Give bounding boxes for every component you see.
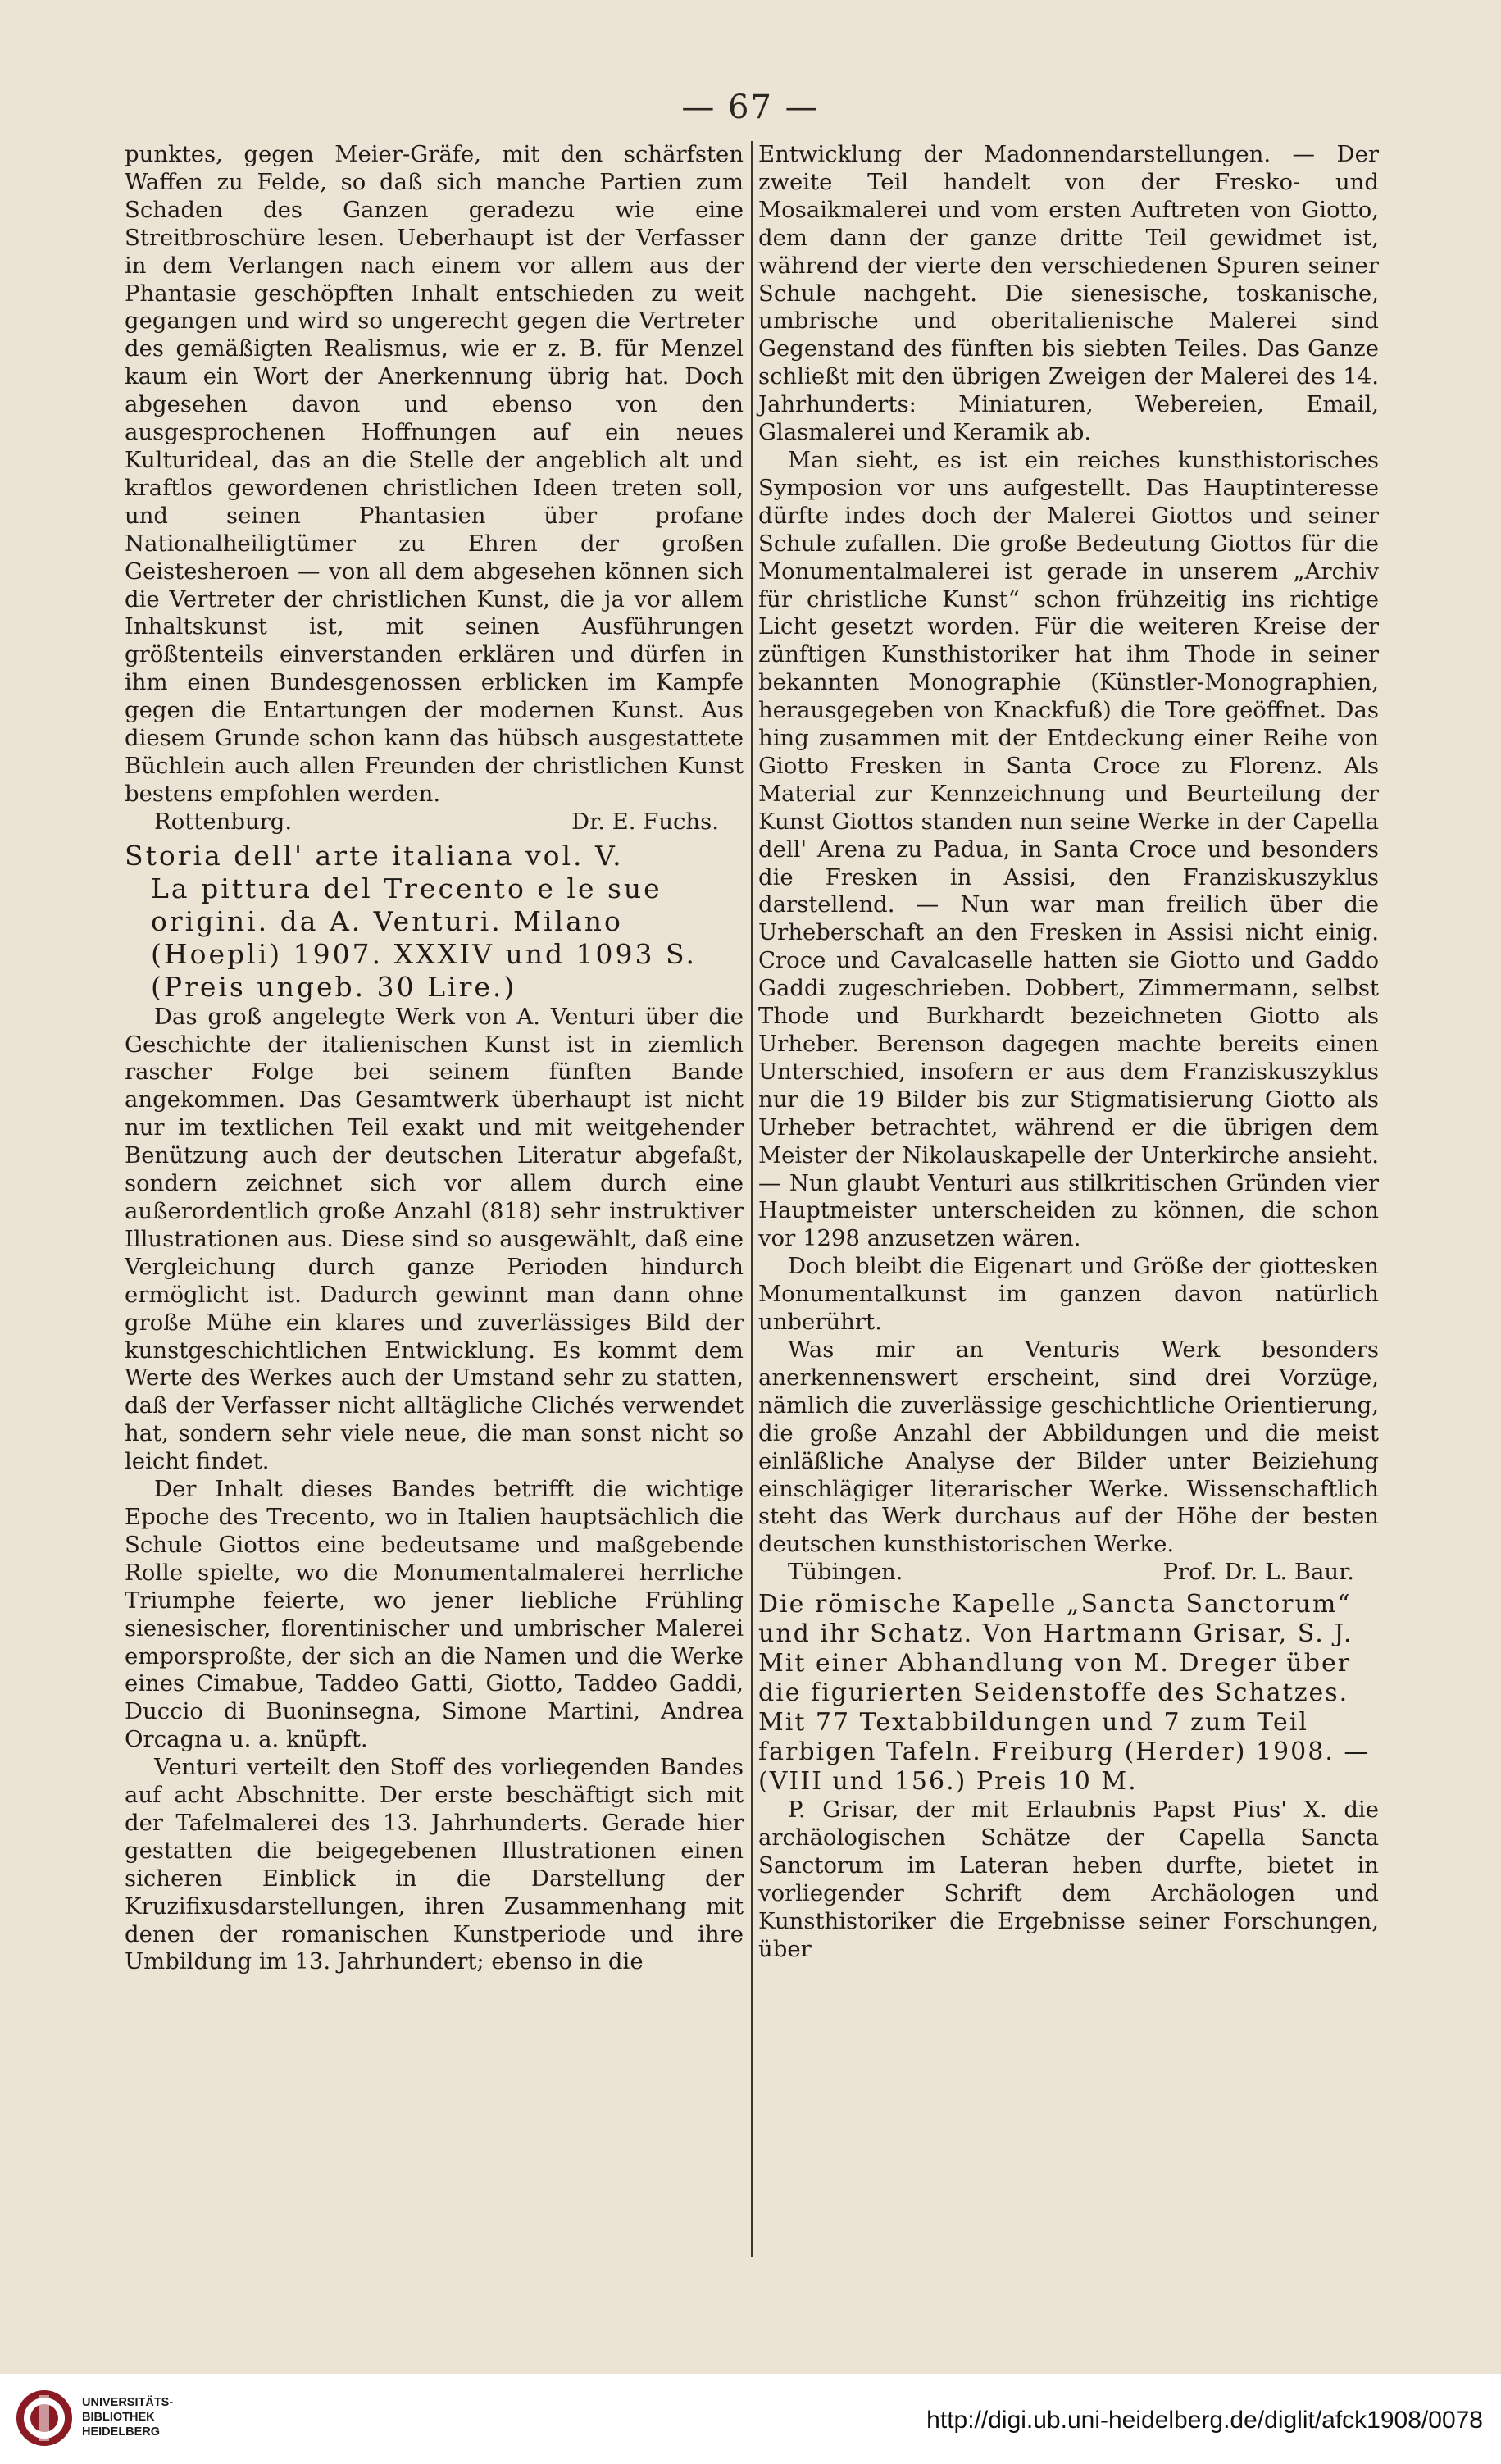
review-heading-venturi (125, 840, 744, 1004)
page-number: — 67 — (681, 89, 820, 126)
source-url[interactable]: http://digi.ub.uni-heidelberg.de/diglit/afck1908/0078 (926, 2407, 1483, 2434)
right-paragraph-3: Doch bleibt die Eigenart und Größe der giottesken Monumentalkunst im ganzen davon natürlich unberührt. (758, 1253, 1379, 1336)
left-paragraph-3: Der Inhalt dieses Bandes betrifft die wichtige Epoche des Trecento, wo in Italien hauptsächlich die Schule Giottos eine bedeutsame und maßgebende Rolle spielte, wo die Monumentalmalerei herrliche Triumphe feierte, wo jener liebliche Frühling sienesischer, florentinischer und umbrischer Malerei emporsproßte, der sich an die Namen und die Werke eines Cimabue, Taddeo Gatti, Giotto, Taddeo Gaddi, Duccio di Buoninsegna, Simone Martini, Andrea Orcagna u. a. knüpft. (125, 1476, 744, 1753)
left-paragraph-4: Venturi verteilt den Stoff des vorliegenden Bandes auf acht Abschnitte. Der erste beschäftigt sich mit der Tafelmalerei des 13. Jahrhunderts. Gerade hier gestatten die beigegebenen Illustrationen einen sicheren Einblick in die Darstellung der Kruzifixusdarstellungen, ihren Zusammenhang mit denen der romanischen Kunstperiode und ihre Umbildung im 13. Jahrhundert; ebenso in die (125, 1754, 744, 1975)
right-paragraph-5: P. Grisar, der mit Erlaubnis Papst Pius' X. die archäologischen Schätze der Capella Sancta Sanctorum im Lateran heben durfte, bietet in vorliegender Schrift dem Archäologen und Kunsthistoriker die Ergebnisse seiner Forschungen, über (758, 1797, 1379, 1962)
right-column (758, 141, 1379, 1964)
right-paragraph-1: Entwicklung der Madonnendarstellungen. — Der zweite Teil handelt von der Fresko- und Mosaikmalerei und vom ersten Auftreten von Giotto, dem dann der ganze dritte Teil gewidmet ist, während der vierte den verschiedenen Spuren seiner Schule nachgeht. Die sienesische, toskanische, umbrische und oberitalienische Malerei sind Gegenstand des fünften bis siebten Teiles. Das Ganze schließt mit den übrigen Zweigen der Malerei des 14. Jahrhunderts: Miniaturen, Webereien, Email, Glasmalerei und Keramik ab. (758, 141, 1379, 446)
left-column (125, 141, 744, 1976)
signature-fuchs (125, 808, 744, 836)
signature-author: Prof. Dr. L. Baur. (1162, 1559, 1354, 1586)
signature-place: Rottenburg. (154, 808, 293, 835)
review-heading-grisar: Die römische Kapelle „Sancta Sanctorum“ und ihr Schatz. Von Hartmann Grisar, S. J. Mit einer Abhandlung von M. Dreger über die figurierten Seidenstoffe des Schatzes. Mit 77 Textabbildungen und 7 zum Teil farbigen Tafeln. Freiburg (Herder) 1908. — (VIII und 156.) Preis 10 M. (758, 1590, 1371, 1797)
left-paragraph-2: Das groß angelegte Werk von A. Venturi über die Geschichte der italienischen Kunst ist in ziemlich rascher Folge bei seinem fünften Bande angekommen. Das Gesamtwerk überhaupt ist nicht nur im textlichen Teil exakt und mit weitgehender Benützung auch der deutschen Literatur abgefaßt, sondern zeichnet sich vor allem durch eine außerordentlich große Anzahl (818) sehr instruktiver Illustrationen aus. Diese sind so ausgewählt, daß eine Vergleichung durch ganze Perioden hindurch ermöglicht ist. Dadurch gewinnt man dann ohne große Mühe ein klares und zuverlässiges Bild der kunstgeschichtlichen Entwicklung. Es kommt dem Werte des Werkes auch der Umstand sehr zu statten, daß der Verfasser nicht alltägliche Clichés verwendet hat, sondern sehr viele neue, die man sonst nicht so leicht findet. (125, 1003, 744, 1475)
column-divider (751, 141, 753, 2257)
library-name-line-2: BIBLIOTHEK (82, 2411, 155, 2424)
library-name-line-3: HEIDELBERG (82, 2425, 161, 2439)
library-name-line-1: UNIVERSITÄTS- (82, 2396, 174, 2409)
signature-author: Dr. E. Fuchs. (571, 808, 719, 835)
signature-baur (758, 1559, 1379, 1587)
right-paragraph-4: Was mir an Venturis Werk besonders anerkennenswert erscheint, sind drei Vorzüge, nämlich die zuverlässige geschichtliche Orientierung, die große Anzahl der Abbildungen und die meist einläßliche Analyse der Bilder unter Beiziehung einschlägiger literarischer Werke. Wissenschaftlich steht das Werk durchaus auf der Höhe der besten deutschen kunsthistorischen Werke. (758, 1336, 1379, 1558)
library-name (82, 2395, 173, 2439)
signature-place: Tübingen. (788, 1559, 903, 1586)
right-paragraph-2: Man sieht, es ist ein reiches kunsthistorisches Symposion vor uns aufgestellt. Das Hauptinteresse dürfte indes doch der Malerei Giottos und seiner Schule zufallen. Die große Bedeutung Giottos für die Monumentalmalerei ist gerade in unserem „Archiv für christliche Kunst“ schon frühzeitig ins richtige Licht gesetzt worden. Für die weiteren Kreise der zünftigen Kunsthistoriker hat ihm Thode in seiner bekannten Monographie (Künstler-Monographien, herausgegeben von Knackfuß) die Tore geöffnet. Das hing zusammen mit der Entdeckung einer Reihe von Giotto Fresken in Santa Croce zu Florenz. Als Material zur Kennzeichnung und Beurteilung der Kunst Giottos standen nun seine Werke in der Capella dell' Arena zu Padua, in Santa Croce und besonders die Fresken in Assisi, den Franziskuszyklus darstellend. — Nun war man freilich über die Urheberschaft an den Fresken in Assisi nicht einig. Croce und Cavalcaselle hatten sie Giotto und Gaddo Gaddi zugeschrieben. Dobbert, Zimmermann, selbst Thode und Burkhardt bezeichneten Giotto als Urheber. Berenson dagegen machte bereits einen Unterschied, insofern er aus dem Franziskuszyklus nur die 19 Bilder bis zur Stigmatisierung Giotto als Urheber betrachtet, während er die übrigen dem Meister der Nikolauskapelle der Unterkirche ansieht. — Nun glaubt Venturi aus stilkritischen Gründen vier Hauptmeister unterscheiden zu können, die schon vor 1298 anzusetzen wären. (758, 446, 1379, 1252)
heading-details: La pittura del Trecento e le sue origini. da A. Venturi. Milano (Hoepli) 1907. XXXIV und 1093 S. (Preis ungeb. 30 Lire.) (151, 872, 697, 1003)
left-paragraph-1: punktes, gegen Meier-Gräfe, mit den schärfsten Waffen zu Felde, so daß sich manche Partien zum Schaden des Ganzen geradezu wie eine Streitbroschüre lesen. Ueberhaupt ist der Verfasser in dem Verlangen nach einem vor allem aus der Phantasie geschöpften Inhalt entschieden zu weit gegangen und wird so ungerecht gegen die Vertreter des gemäßigten Realismus, wie er z. B. für Menzel kaum ein Wort der Anerkennung übrig hat. Doch abgesehen davon und ebenso von den ausgesprochenen Hoffnungen auf ein neues Kulturideal, das an die Stelle der angeblich alt und kraftlos gewordenen christlichen Ideen treten soll, und seinen Phantasien über profane Nationalheiligtümer zu Ehren der großen Geistesheroen — von all dem abgesehen können sich die Vertreter der christlichen Kunst, die ja vor allem Inhaltskunst ist, mit seinen Ausführungen größtenteils einverstanden erklären und dürfen in ihm einen Bundesgenossen erblicken im Kampfe gegen die Entartungen der modernen Kunst. Aus diesem Grunde schon kann das hübsch ausgestattete Büchlein auch allen Freunden der christlichen Kunst bestens empfohlen werden. (125, 141, 744, 807)
footer-bar (0, 2374, 1501, 2464)
heidelberg-library-logo-icon (15, 2389, 74, 2448)
heading-title: Storia dell' arte italiana vol. V. (125, 839, 624, 872)
